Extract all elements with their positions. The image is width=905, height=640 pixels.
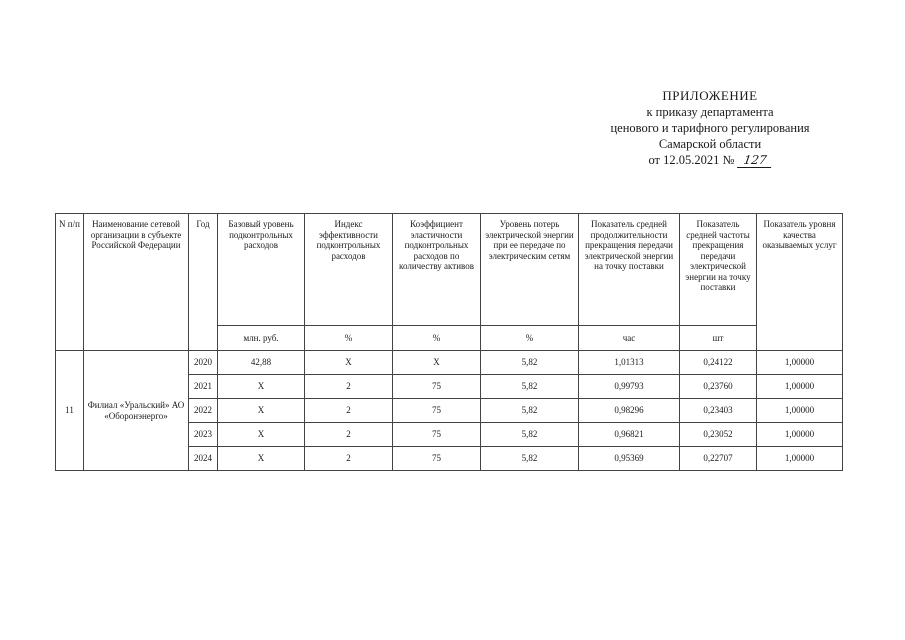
order-number: 127 <box>737 154 773 168</box>
cell-energy-losses: 5,82 <box>481 375 579 399</box>
cell-energy-losses: 5,82 <box>481 399 579 423</box>
order-reference-line-3: Самарской области <box>658 137 762 151</box>
cell-base-expenses: 42,88 <box>218 351 305 375</box>
unit-base-expenses: млн. руб. <box>218 326 305 351</box>
cell-interruption-frequency: 0,23403 <box>680 399 757 423</box>
cell-elasticity-coefficient: X <box>393 351 481 375</box>
unit-interruption-frequency: шт <box>680 326 757 351</box>
column-header-organization: Наименование сетевой организации в субъекте Российской Федерации <box>84 214 189 351</box>
cell-service-quality: 1,00000 <box>757 351 843 375</box>
column-header-base-expenses: Базовый уровень подконтрольных расходов <box>218 214 305 326</box>
column-header-number: N п/п <box>56 214 84 351</box>
cell-base-expenses: X <box>218 375 305 399</box>
document-header <box>560 88 860 168</box>
cell-elasticity-coefficient: 75 <box>393 423 481 447</box>
organization-number: 11 <box>56 351 84 471</box>
cell-service-quality: 1,00000 <box>757 375 843 399</box>
order-date: от 12.05.2021 № <box>648 153 735 167</box>
cell-elasticity-coefficient: 75 <box>393 399 481 423</box>
table-header-row <box>56 214 843 326</box>
cell-efficiency-index: 2 <box>305 399 393 423</box>
column-header-interruption-duration: Показатель средней продолжительности прекращения передачи электрической энергии на точку поставки <box>579 214 680 326</box>
column-header-energy-losses: Уровень потерь электрической энергии при ее передаче по электрическим сетям <box>481 214 579 326</box>
cell-year: 2022 <box>189 399 218 423</box>
cell-elasticity-coefficient: 75 <box>393 375 481 399</box>
cell-energy-losses: 5,82 <box>481 423 579 447</box>
cell-year: 2021 <box>189 375 218 399</box>
column-header-efficiency-index: Индекс эффективности подконтрольных расходов <box>305 214 393 326</box>
order-date-line <box>560 152 860 168</box>
column-header-interruption-frequency: Показатель средней частоты прекращения передачи электрической энергии на точку поставки <box>680 214 757 326</box>
organization-name: Филиал «Уральский» АО «Оборонэнерго» <box>84 351 189 471</box>
table-row <box>56 351 843 375</box>
cell-efficiency-index: 2 <box>305 423 393 447</box>
cell-efficiency-index: 2 <box>305 375 393 399</box>
unit-efficiency-index: % <box>305 326 393 351</box>
unit-elasticity-coefficient: % <box>393 326 481 351</box>
cell-interruption-duration: 0,96821 <box>579 423 680 447</box>
order-reference-line-2: ценового и тарифного регулирования <box>610 121 810 135</box>
cell-year: 2020 <box>189 351 218 375</box>
cell-year: 2024 <box>189 447 218 471</box>
appendix-title: ПРИЛОЖЕНИЕ <box>662 88 758 103</box>
cell-energy-losses: 5,82 <box>481 447 579 471</box>
cell-year: 2023 <box>189 423 218 447</box>
cell-interruption-duration: 0,95369 <box>579 447 680 471</box>
unit-energy-losses: % <box>481 326 579 351</box>
cell-elasticity-coefficient: 75 <box>393 447 481 471</box>
cell-service-quality: 1,00000 <box>757 447 843 471</box>
cell-service-quality: 1,00000 <box>757 399 843 423</box>
column-header-elasticity-coefficient: Коэффициент эластичности подконтрольных расходов по количеству активов <box>393 214 481 326</box>
cell-interruption-frequency: 0,22707 <box>680 447 757 471</box>
cell-interruption-duration: 0,99793 <box>579 375 680 399</box>
cell-efficiency-index: X <box>305 351 393 375</box>
tariff-parameters-table <box>55 213 843 471</box>
cell-interruption-duration: 0,98296 <box>579 399 680 423</box>
order-reference-line-1: к приказу департамента <box>646 105 774 119</box>
cell-base-expenses: X <box>218 423 305 447</box>
column-header-year: Год <box>189 214 218 351</box>
cell-interruption-frequency: 0,23760 <box>680 375 757 399</box>
cell-base-expenses: X <box>218 399 305 423</box>
column-header-service-quality: Показатель уровня качества оказываемых услуг <box>757 214 843 351</box>
cell-service-quality: 1,00000 <box>757 423 843 447</box>
cell-interruption-duration: 1,01313 <box>579 351 680 375</box>
cell-efficiency-index: 2 <box>305 447 393 471</box>
cell-base-expenses: X <box>218 447 305 471</box>
unit-interruption-duration: час <box>579 326 680 351</box>
cell-interruption-frequency: 0,24122 <box>680 351 757 375</box>
cell-energy-losses: 5,82 <box>481 351 579 375</box>
cell-interruption-frequency: 0,23052 <box>680 423 757 447</box>
